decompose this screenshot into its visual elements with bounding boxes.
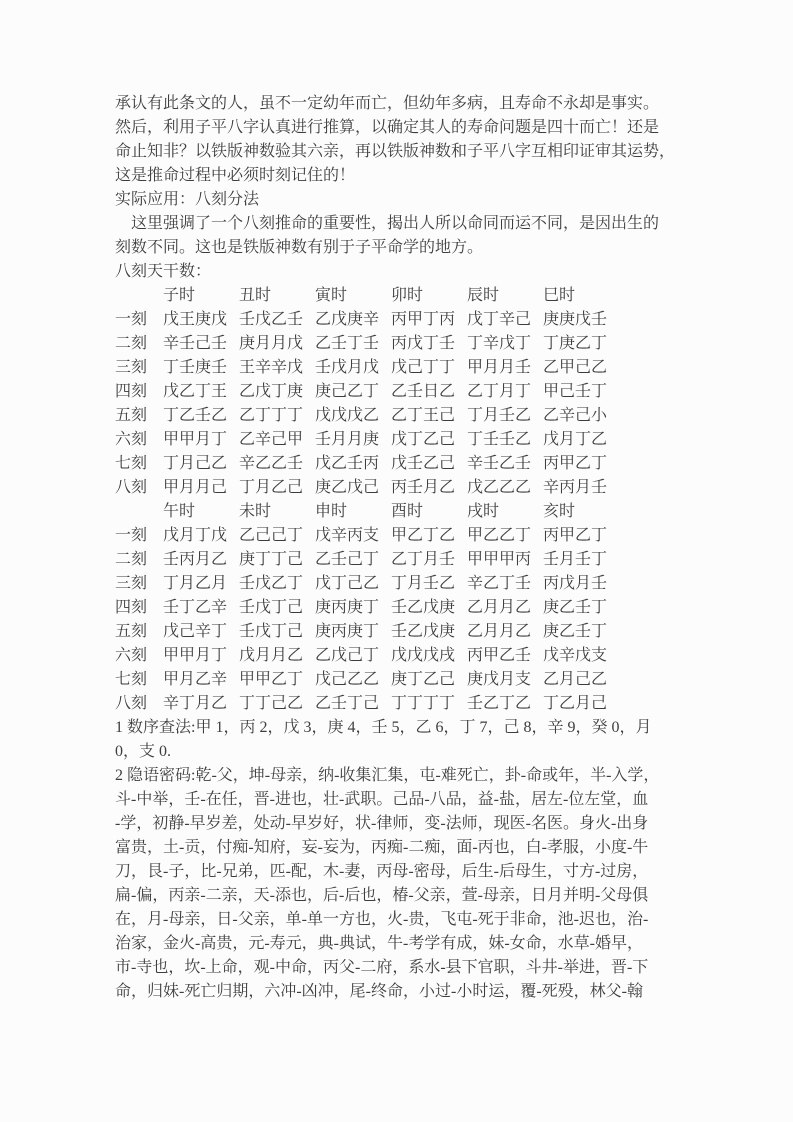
intro-text-line: 这里强调了一个八刻推命的重要性，揭出人所以命同而运不同，是因出生的 (115, 215, 660, 232)
table-header-cell: 巳时 (543, 287, 576, 304)
table-cell: 庚乙壬丁 (543, 599, 608, 616)
table-cell: 丁月乙己 (239, 479, 304, 496)
table-cell: 丁月壬乙 (467, 407, 532, 424)
row-label: 三刻 (115, 359, 148, 376)
table-cell: 戊己丁丁 (391, 359, 456, 376)
table-cell: 戊辛丙支 (315, 527, 380, 544)
table-header-cell: 午时 (163, 503, 196, 520)
table-cell: 壬乙丁乙 (467, 695, 532, 712)
table-cell: 庚乙壬丁 (543, 623, 608, 640)
table-cell: 甲月乙辛 (163, 671, 228, 688)
table-cell: 壬丙月乙 (163, 551, 228, 568)
table-cell: 庚丙庚丁 (315, 623, 380, 640)
table-cell: 甲己壬丁 (543, 383, 608, 400)
table-row (115, 476, 681, 500)
table-cell: 丁壬庚壬 (163, 359, 228, 376)
row-label: 八刻 (115, 695, 148, 712)
table-cell: 甲乙乙丁 (467, 527, 532, 544)
notes-text-line: 市-寺也，坎-上命，观-中命，丙父-二府，系水-县下官职，斗井-举进，晋-下 (115, 959, 649, 976)
notes-text-line: 在，月-母亲，日-父亲，单-单一方也，火-贵，飞屯-死于非命，池-迟也，治- (115, 911, 649, 928)
table-cell: 丁月乙月 (163, 575, 228, 592)
table-cell: 丁月己乙 (163, 455, 228, 472)
table-header-row (115, 500, 681, 524)
table-cell: 庚庚戊壬 (543, 311, 608, 328)
table-cell: 壬戊丁己 (239, 623, 304, 640)
table-cell: 甲甲月丁 (163, 647, 228, 664)
table-cell: 乙丁月丁 (467, 383, 532, 400)
table-cell: 戊壬乙己 (391, 455, 456, 472)
table-cell: 甲甲月丁 (163, 431, 228, 448)
table-cell: 丁辛戊丁 (467, 335, 532, 352)
table-cell: 壬丁乙辛 (163, 599, 228, 616)
table-row (115, 548, 681, 572)
row-label: 五刻 (115, 407, 148, 424)
table-cell: 辛乙丁壬 (467, 575, 532, 592)
table-cell: 壬戊乙丁 (239, 575, 304, 592)
table-cell: 丙壬月乙 (391, 479, 456, 496)
table-cell: 甲乙丁乙 (391, 527, 456, 544)
table-cell: 乙戊庚辛 (315, 311, 380, 328)
table-cell: 戊戊戊戌 (391, 647, 456, 664)
table-row (115, 572, 681, 596)
table-cell: 乙壬日乙 (391, 383, 456, 400)
table-cell: 乙丁月壬 (391, 551, 456, 568)
table-cell: 丁乙壬乙 (163, 407, 228, 424)
table-header-cell: 辰时 (467, 287, 500, 304)
notes-paragraphs (115, 716, 681, 1004)
table-cell: 辛壬乙壬 (467, 455, 532, 472)
row-label: 六刻 (115, 647, 148, 664)
table-cell: 戊乙壬丙 (315, 455, 380, 472)
table-header-cell: 酉时 (391, 503, 424, 520)
table-row (115, 308, 681, 332)
table-cell: 壬乙戊庚 (391, 623, 456, 640)
table-row (115, 644, 681, 668)
table-cell: 壬月壬丁 (543, 551, 608, 568)
notes-text-line: 治家，金火-高贵，元-寿元，典-典试，牛-考学有成，妹-女命，水草-婚早， (115, 935, 643, 952)
table-cell: 乙戊丁庚 (239, 383, 304, 400)
row-label: 二刻 (115, 335, 148, 352)
table-cell: 壬月月庚 (315, 431, 380, 448)
table-cell: 丁乙月己 (543, 695, 608, 712)
table-row (115, 452, 681, 476)
table-cell: 乙辛己小 (543, 407, 608, 424)
table-cell: 丁月壬乙 (391, 575, 456, 592)
table-cell: 甲甲甲丙 (467, 551, 532, 568)
table-cell: 戊丁乙己 (391, 431, 456, 448)
table-cell: 庚月月戊 (239, 335, 304, 352)
table-row (115, 692, 681, 716)
row-label: 六刻 (115, 431, 148, 448)
row-label: 三刻 (115, 575, 148, 592)
notes-text-line: 斗-中举，壬-在任，晋-进也，壮-武职。己品-八品，益-盐，居左-位左堂，血 (115, 791, 649, 808)
intro-text-line: 命止知非？以铁版神数验其六亲，再以铁版神数和子平八字互相印证审其运势， (115, 143, 676, 160)
table-cell: 甲月月己 (163, 479, 228, 496)
table-cell: 乙月月乙 (467, 599, 532, 616)
table-header-cell: 子时 (163, 287, 196, 304)
table-cell: 乙甲己乙 (543, 359, 608, 376)
table-cell: 乙月己乙 (543, 671, 608, 688)
table-cell: 乙壬己丁 (315, 551, 380, 568)
table-cell: 王辛辛戊 (239, 359, 304, 376)
intro-text-line: 实际应用：八刻分法 (115, 191, 260, 208)
table-cell: 乙辛己甲 (239, 431, 304, 448)
table-cell: 丙甲乙壬 (467, 647, 532, 664)
table-cell: 乙丁王己 (391, 407, 456, 424)
table-row (115, 356, 681, 380)
table-cell: 乙壬丁己 (315, 695, 380, 712)
table-cell: 壬戊乙壬 (239, 311, 304, 328)
table-cell: 戊乙乙乙 (467, 479, 532, 496)
table-cell: 庚丙庚丁 (315, 599, 380, 616)
table-cell: 庚戊月支 (467, 671, 532, 688)
table-row (115, 332, 681, 356)
table-cell: 戊辛戊支 (543, 647, 608, 664)
row-label: 一刻 (115, 311, 148, 328)
table-cell: 庚丁丁己 (239, 551, 304, 568)
table-cell: 乙月月乙 (467, 623, 532, 640)
table-cell: 丁丁丁丁 (391, 695, 456, 712)
table-header-cell: 寅时 (315, 287, 348, 304)
row-label: 七刻 (115, 455, 148, 472)
notes-text-line: 1 数序查法:甲 1，丙 2，戊 3，庚 4，壬 5，乙 6，丁 7，己 8，辛 9，癸 0，月 (115, 719, 652, 736)
table-header-cell: 卯时 (391, 287, 424, 304)
document-page (115, 92, 681, 1004)
table-row (115, 596, 681, 620)
table-row (115, 404, 681, 428)
table-cell: 戊己乙乙 (315, 671, 380, 688)
table-corner-spacer (115, 500, 163, 524)
intro-text-line: 然后，利用子平八字认真进行推算，以确定其人的寿命问题是四十而亡！还是 (115, 119, 660, 136)
notes-text-line: -学，初静-早岁差，处动-早岁好，状-律师，变-法师，现医-名医。身火-出身 (115, 815, 649, 832)
table-cell: 丙甲丁丙 (391, 311, 456, 328)
table-cell: 庚丁乙己 (391, 671, 456, 688)
table-cell: 辛乙乙壬 (239, 455, 304, 472)
table-cell: 戊己辛丁 (163, 623, 228, 640)
table-header-row (115, 284, 681, 308)
notes-text-line: 刀，艮-子，比-兄弟，匹-配，木-妻，丙母-密母，后生-后母生，寸方-过房， (115, 863, 649, 880)
table-row (115, 524, 681, 548)
table-cell: 辛丙月壬 (543, 479, 608, 496)
table-cell: 乙壬丁壬 (315, 335, 380, 352)
table-cell: 戊月丁戊 (163, 527, 228, 544)
table-cell: 庚乙戊己 (315, 479, 380, 496)
table-cell: 甲月月壬 (467, 359, 532, 376)
notes-text-line: 命，归妹-死亡归期，六冲-凶冲，尾-终命，小过-小时运，覆-死殁，林父-翰 (115, 983, 643, 1000)
table-cell: 辛壬己壬 (163, 335, 228, 352)
table-cell: 丙甲乙丁 (543, 527, 608, 544)
table-row (115, 668, 681, 692)
table-row (115, 380, 681, 404)
table-cell: 丙戊丁壬 (391, 335, 456, 352)
table-cell: 辛丁月乙 (163, 695, 228, 712)
table-cell: 戊月月乙 (239, 647, 304, 664)
row-label: 二刻 (115, 551, 148, 568)
table-cell: 丁壬壬乙 (467, 431, 532, 448)
notes-text-line: 富贵，土-贡，付痴-知府，妄-妄为，丙痴-二痴，面-丙也，白-孝服，小度-牛 (115, 839, 649, 856)
table-cell: 丙戊月壬 (543, 575, 608, 592)
table-header-cell: 亥时 (543, 503, 576, 520)
table-cell: 戊丁辛己 (467, 311, 532, 328)
table-cell: 壬戊丁己 (239, 599, 304, 616)
table-cell: 乙丁丁丁 (239, 407, 304, 424)
notes-text-line: 2 隐语密码:乾-父，坤-母亲，纳-收集汇集，屯-难死亡，卦-命或年，半-入学， (115, 767, 660, 784)
table-header-cell: 未时 (239, 503, 272, 520)
intro-text-line: 八刻天干数： (115, 263, 212, 280)
table-header-cell: 丑时 (239, 287, 272, 304)
notes-text-line: 扁-偏，丙亲-二亲，天-添也，后-后也，椿-父亲，萱-母亲，日月并明-父母俱 (115, 887, 649, 904)
table-cell: 甲甲乙丁 (239, 671, 304, 688)
table-cell: 戊戊戊乙 (315, 407, 380, 424)
row-label: 五刻 (115, 623, 148, 640)
row-label: 八刻 (115, 479, 148, 496)
table-corner-spacer (115, 284, 163, 308)
row-label: 四刻 (115, 599, 148, 616)
row-label: 一刻 (115, 527, 148, 544)
table-cell: 壬戊月戊 (315, 359, 380, 376)
row-label: 七刻 (115, 671, 148, 688)
table-header-cell: 申时 (315, 503, 348, 520)
table-cell: 庚己乙丁 (315, 383, 380, 400)
intro-text-line: 承认有此条文的人，虽不一定幼年而亡，但幼年多病，且寿命不永却是事实。 (115, 95, 660, 112)
table-cell: 戊丁己乙 (315, 575, 380, 592)
intro-text-line: 这是推命过程中必须时刻记住的！ (115, 167, 356, 184)
table-header-cell: 戌时 (467, 503, 500, 520)
table-cell: 戊月丁乙 (543, 431, 608, 448)
table-cell: 丁庚乙丁 (543, 335, 608, 352)
intro-text-line: 刻数不同。这也是铁版神数有别于子平命学的地方。 (115, 239, 484, 256)
notes-text-line: 0，支 0. (115, 743, 172, 760)
table-row (115, 620, 681, 644)
table-cell: 乙戊己丁 (315, 647, 380, 664)
table-cell: 丙甲乙丁 (543, 455, 608, 472)
table-cell: 乙己己丁 (239, 527, 304, 544)
table-cell: 戊乙丁王 (163, 383, 228, 400)
intro-paragraphs (115, 92, 681, 284)
table-cell: 丁丁己乙 (239, 695, 304, 712)
table-row (115, 428, 681, 452)
table-cell: 壬乙戊庚 (391, 599, 456, 616)
bazi-table-am (115, 284, 681, 500)
table-cell: 戊王庚戊 (163, 311, 228, 328)
row-label: 四刻 (115, 383, 148, 400)
bazi-table-pm (115, 500, 681, 716)
